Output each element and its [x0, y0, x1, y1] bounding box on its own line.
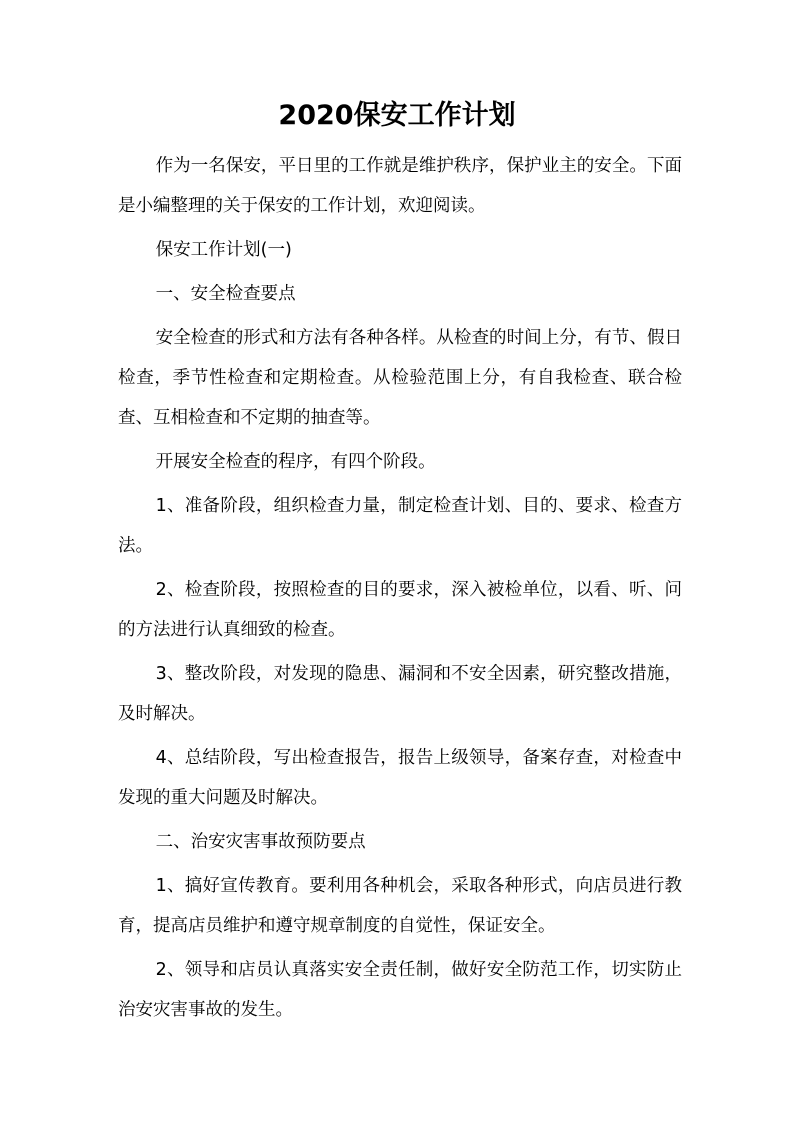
paragraph-inspection-procedure: 开展安全检查的程序，有四个阶段。 — [155, 452, 436, 472]
paragraph-inspection-forms: 安全检查的形式和方法有各种各样。从检查的时间上分，有节、假日检查，季节性检查和定期检查。从检验范围上分，有自我检查、联合检查、互相检查和不定期的抽查等。 — [118, 328, 682, 428]
list-item-education: 1、搞好宣传教育。要利用各种机会，采取各种形式，向店员进行教育，提高店员维护和遵守规章制度的自觉性，保证安全。 — [118, 876, 682, 936]
section-heading-plan-1: 保安工作计划(一) — [155, 240, 292, 260]
list-item-rectification: 3、整改阶段，对发现的隐患、漏洞和不安全因素，研究整改措施，及时解决。 — [118, 664, 682, 724]
list-item-responsibility: 2、领导和店员认真落实安全责任制，做好安全防范工作，切实防止治安灾害事故的发生。 — [118, 960, 682, 1020]
section-heading-safety-inspection: 一、安全检查要点 — [155, 284, 296, 304]
list-item-preparation: 1、准备阶段，组织检查力量，制定检查计划、目的、要求、检查方法。 — [118, 496, 682, 556]
list-item-summary: 4、总结阶段，写出检查报告，报告上级领导，备案存查，对检查中发现的重大问题及时解决。 — [118, 748, 682, 808]
section-heading-accident-prevention: 二、治安灾害事故预防要点 — [155, 832, 366, 852]
document-body — [118, 146, 682, 1034]
paragraph-intro: 作为一名保安，平日里的工作就是维护秩序，保护业主的安全。下面是小编整理的关于保安的工作计划，欢迎阅读。 — [118, 156, 682, 216]
list-item-inspection: 2、检查阶段，按照检查的目的要求，深入被检单位，以看、听、问的方法进行认真细致的检查。 — [118, 580, 682, 640]
document-title: 2020保安工作计划 — [278, 100, 516, 131]
